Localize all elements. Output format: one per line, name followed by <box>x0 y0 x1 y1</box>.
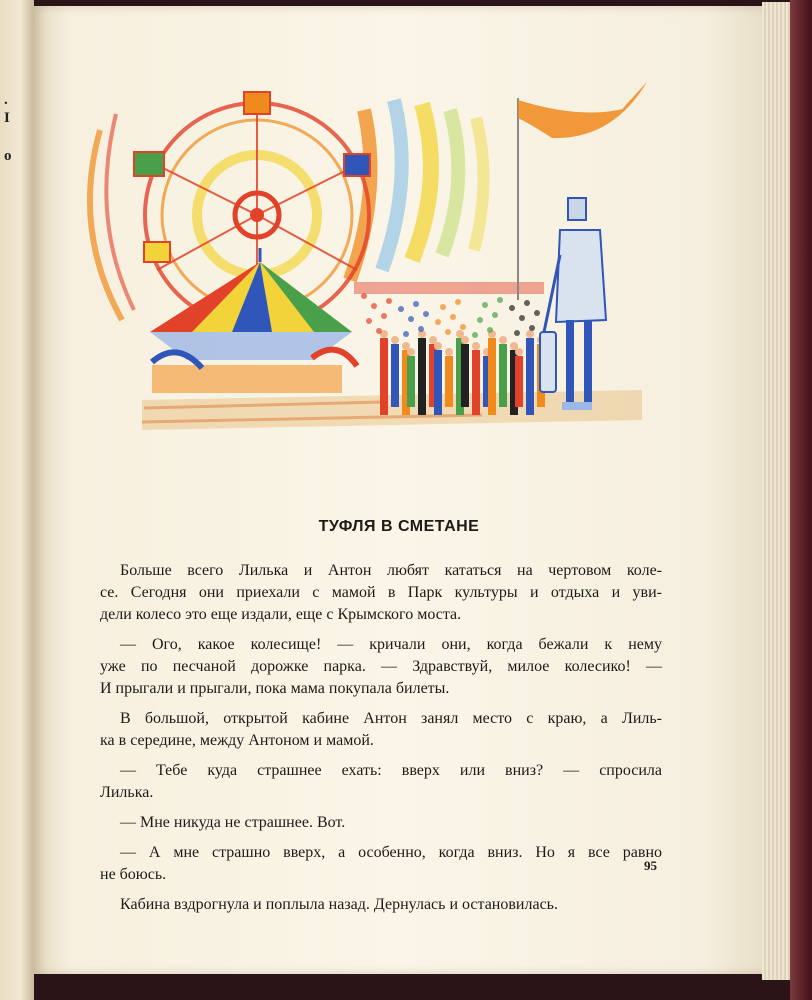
crowd-person <box>461 344 469 407</box>
text-line: ка в середине, между Антоном и мамой. <box>100 732 374 749</box>
chapter-title: ТУФЛЯ В СМЕТАНЕ <box>318 518 480 535</box>
balloon <box>519 315 525 321</box>
balloon <box>472 332 478 338</box>
balloon <box>455 299 461 305</box>
page-number: 95 <box>644 858 657 873</box>
book-cover-edge <box>790 0 812 1000</box>
crowd <box>354 282 545 415</box>
balloon <box>482 302 488 308</box>
crowd-person <box>499 344 507 407</box>
left-page-edge <box>0 0 34 1000</box>
crowd-head <box>434 342 442 350</box>
balloon <box>418 326 424 332</box>
crowd-person <box>472 350 480 415</box>
balloon <box>534 310 540 316</box>
balloon <box>497 297 503 303</box>
balloon <box>492 312 498 318</box>
balloon <box>423 311 429 317</box>
balloon <box>413 301 419 307</box>
crowd-person <box>407 356 415 407</box>
balloon <box>398 306 404 312</box>
wheel-cabin <box>344 154 370 176</box>
left-page-fragment: I <box>4 110 10 126</box>
crowd-head <box>526 330 534 338</box>
crowd-person <box>526 338 534 415</box>
crowd-head <box>472 342 480 350</box>
balloon <box>376 328 382 334</box>
wheel-cabin <box>144 242 170 262</box>
left-page-fragment: . <box>4 92 8 108</box>
text-line: се. Сегодня они приехали с мамой в Парк культуры и отдыха и уви- <box>100 584 662 601</box>
balloon <box>435 319 441 325</box>
crowd-head <box>461 336 469 344</box>
crowd-head <box>445 348 453 356</box>
crowd-person <box>488 338 496 415</box>
balloon <box>408 316 414 322</box>
balloon <box>386 298 392 304</box>
balloon <box>450 314 456 320</box>
text-line: не боюсь. <box>100 866 167 883</box>
balloon <box>524 300 530 306</box>
text-line: дели колесо это еще издали, еще с Крымского моста. <box>100 606 462 623</box>
story-text <box>100 560 662 916</box>
crowd-person <box>380 338 388 415</box>
balloon <box>381 313 387 319</box>
balloon <box>509 305 515 311</box>
crowd-head <box>499 336 507 344</box>
left-page-fragment: o <box>4 148 12 164</box>
crowd-head <box>407 348 415 356</box>
text-line: Больше всего Лилька и Антон любят кататься на чертовом коле- <box>120 562 662 579</box>
park-worker <box>540 198 606 410</box>
crowd-person <box>515 356 523 407</box>
crowd-person <box>445 356 453 407</box>
balloon <box>403 331 409 337</box>
crowd-person <box>391 344 399 407</box>
text-line: В большой, открытой кабине Антон занял место с краю, а Лиль- <box>120 710 662 727</box>
crowd-head <box>391 336 399 344</box>
text-line: — Тебе куда страшнее ехать: вверх или вниз? — спросила <box>120 762 662 779</box>
crowd-person <box>418 338 426 415</box>
wheel-cabin <box>134 152 164 176</box>
balloon <box>477 317 483 323</box>
text-line: — Мне никуда не страшнее. Вот. <box>120 814 346 831</box>
balloon <box>487 327 493 333</box>
balloon <box>440 304 446 310</box>
balloon <box>514 330 520 336</box>
balloon <box>361 293 367 299</box>
crowd-head <box>515 348 523 356</box>
balloon <box>445 329 451 335</box>
text-line: — А мне страшно вверх, а особенно, когда вниз. Но я все равно <box>120 844 662 861</box>
text-line: Кабина вздрогнула и поплыла назад. Дернулась и остановилась. <box>120 896 558 913</box>
wheel-cabin <box>244 92 270 114</box>
text-line: Лилька. <box>100 784 154 801</box>
balloon <box>460 324 466 330</box>
motion-streaks <box>350 100 484 280</box>
page-stack-edge <box>762 2 792 980</box>
text-line: И прыгали и прыгали, пока мама покупала билеты. <box>100 680 450 697</box>
balloon <box>366 318 372 324</box>
balloon <box>529 325 535 331</box>
text-line: — Ого, какое колесище! — кричали они, когда бежали к нему <box>120 636 662 653</box>
text-line: уже по песчаной дорожке парка. — Здравствуй, милое колесико! — <box>100 658 662 675</box>
park-illustration <box>82 70 662 440</box>
balloon <box>371 303 377 309</box>
crowd-person <box>434 350 442 415</box>
